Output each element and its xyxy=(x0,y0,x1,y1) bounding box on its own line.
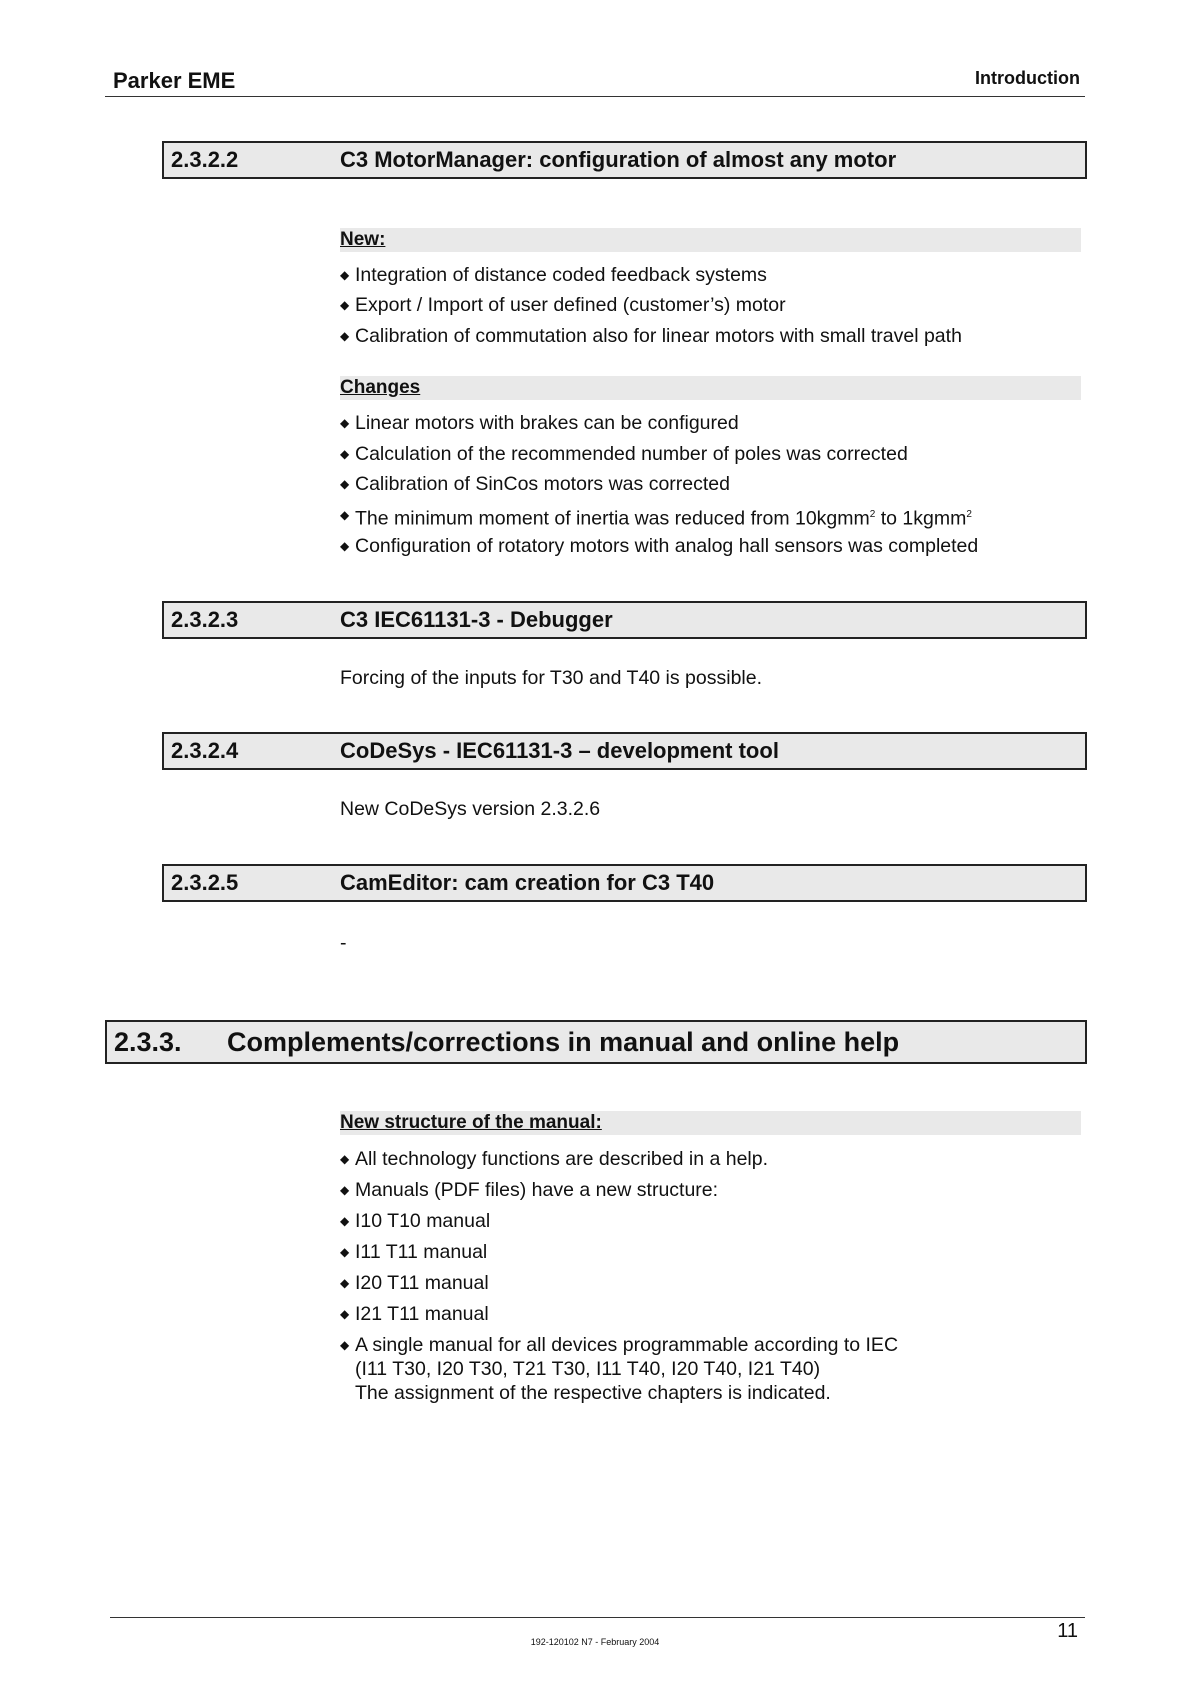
list-item: ◆ Linear motors with brakes can be configured xyxy=(340,412,739,434)
page-number: 11 xyxy=(1057,1620,1078,1642)
section-text: - xyxy=(340,932,347,954)
list-item-inertia: ◆ The minimum moment of inertia was reduced from 10kgmm$^2$ to 1kgmm$^2$ xyxy=(340,507,972,530)
section-heading-2322 xyxy=(162,141,1087,179)
section-title: C3 MotorManager: configuration of almost any motor xyxy=(340,147,897,172)
section-title: Complements/corrections in manual and online help xyxy=(227,1026,900,1057)
company-name: Parker EME xyxy=(113,68,236,93)
new-label: New: xyxy=(340,228,1081,252)
section-number: 2.3.2.3 xyxy=(171,607,239,632)
footer-divider xyxy=(110,1617,1085,1618)
list-item: ◆ I20 T11 manual xyxy=(340,1272,489,1294)
list-item: ◆ All technology functions are described in a help. xyxy=(340,1148,769,1170)
list-item: ◆ Configuration of rotatory motors with analog hall sensors was completed xyxy=(340,535,979,557)
structure-label: New structure of the manual: xyxy=(340,1111,1081,1135)
list-item: ◆ Integration of distance coded feedback systems xyxy=(340,264,767,286)
section-title: CoDeSys - IEC61131-3 – development tool xyxy=(340,738,779,763)
section-title: C3 IEC61131-3 - Debugger xyxy=(340,607,613,632)
section-number: 2.3.3. xyxy=(114,1026,182,1057)
section-number: 2.3.2.4 xyxy=(171,738,239,763)
header-divider xyxy=(105,96,1085,97)
section-heading-2323 xyxy=(162,601,1087,639)
list-item: ◆ Export / Import of user defined (customer’s) motor xyxy=(340,294,786,316)
section-number: 2.3.2.5 xyxy=(171,870,239,895)
list-item: ◆ Calibration of SinCos motors was corrected xyxy=(340,473,730,495)
list-item: ◆ Calibration of commutation also for linear motors with small travel path xyxy=(340,325,962,347)
list-item: ◆ I21 T11 manual xyxy=(340,1303,489,1325)
list-item-multiline: ◆ A single manual for all devices programmable according to IEC (I11 T30, I20 T30, T21 T30, I11 T40, I20 T40, I21 T40) The assignment of the respective chapters is indicated. xyxy=(340,1334,899,1404)
list-item: ◆ I10 T10 manual xyxy=(340,1210,491,1232)
section-number: 2.3.2.2 xyxy=(171,147,239,172)
section-text: Forcing of the inputs for T30 and T40 is possible. xyxy=(340,667,763,689)
section-text: New CoDeSys version 2.3.2.6 xyxy=(340,798,601,820)
section-title: CamEditor: cam creation for C3 T40 xyxy=(340,870,715,895)
chapter-title: Introduction xyxy=(975,68,1080,88)
list-item: ◆ Manuals (PDF files) have a new structure: xyxy=(340,1179,719,1201)
list-item: ◆ Calculation of the recommended number of poles was corrected xyxy=(340,443,908,465)
changes-label: Changes xyxy=(340,376,1081,400)
section-heading-2324 xyxy=(162,732,1087,770)
list-item: ◆ I11 T11 manual xyxy=(340,1241,488,1263)
section-heading-233 xyxy=(105,1020,1087,1064)
section-heading-2325 xyxy=(162,864,1087,902)
document-reference: 192-120102 N7 - February 2004 xyxy=(530,1637,660,1647)
